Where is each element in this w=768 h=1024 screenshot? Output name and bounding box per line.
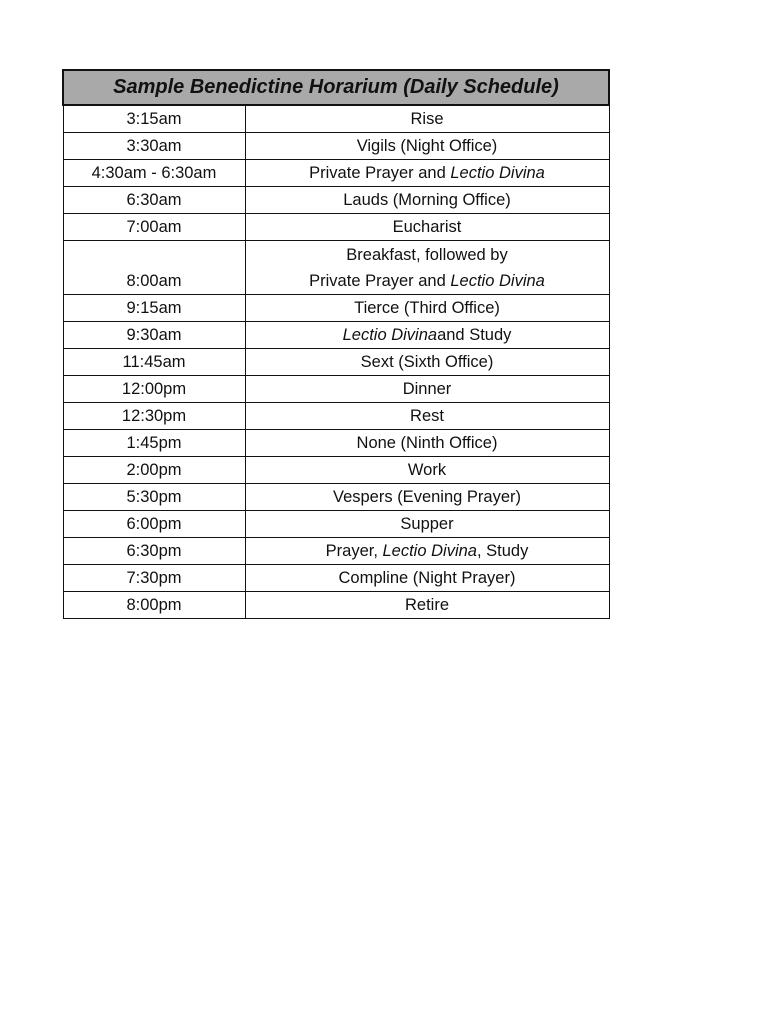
table-row [63, 538, 609, 565]
activity-cell: Vespers (Evening Prayer) [245, 484, 609, 511]
time-cell: 2:00pm [63, 457, 245, 484]
time-cell: 6:30am [63, 187, 245, 214]
table-row [63, 322, 609, 349]
time-cell: 9:15am [63, 295, 245, 322]
table-row [63, 187, 609, 214]
activity-cell: Compline (Night Prayer) [245, 565, 609, 592]
time-cell: 12:30pm [63, 403, 245, 430]
table-row [63, 295, 609, 322]
activity-cell: Rest [245, 403, 609, 430]
time-cell: 9:30am [63, 322, 245, 349]
activity-cell: Vigils (Night Office) [245, 133, 609, 160]
table-row [63, 592, 609, 619]
activity-text: and Study [437, 326, 512, 344]
table-row [63, 484, 609, 511]
activity-text: Private Prayer and [309, 164, 451, 182]
activity-emphasis: Lectio Divina [382, 542, 477, 560]
time-cell: 6:30pm [63, 538, 245, 565]
table-row [63, 457, 609, 484]
activity-text-line: Breakfast, followed by [346, 245, 508, 264]
activity-cell: Eucharist [245, 214, 609, 241]
table-row [63, 565, 609, 592]
activity-cell [245, 538, 609, 565]
time-cell: 1:45pm [63, 430, 245, 457]
title-row [63, 70, 609, 105]
activity-cell [245, 160, 609, 187]
activity-text: Private Prayer and [309, 271, 451, 290]
time-cell: 8:00am [63, 241, 245, 295]
time-cell: 12:00pm [63, 376, 245, 403]
activity-emphasis: Lectio Divina [450, 164, 545, 182]
horarium-table [62, 69, 610, 619]
activity-cell: Rise [245, 105, 609, 133]
activity-cell: Dinner [245, 376, 609, 403]
activity-emphasis: Lectio Divina [450, 271, 545, 290]
activity-cell [245, 322, 609, 349]
table-row [63, 214, 609, 241]
table-row [63, 133, 609, 160]
activity-cell: Work [245, 457, 609, 484]
time-cell: 5:30pm [63, 484, 245, 511]
activity-cell: Supper [245, 511, 609, 538]
activity-text: , Study [476, 542, 529, 560]
time-cell: 7:30pm [63, 565, 245, 592]
activity-cell: Tierce (Third Office) [245, 295, 609, 322]
activity-text: Prayer, [325, 542, 383, 560]
activity-cell: None (Ninth Office) [245, 430, 609, 457]
activity-text-line [246, 268, 609, 294]
activity-cell: Retire [245, 592, 609, 619]
table-row [63, 403, 609, 430]
table-title: Sample Benedictine Horarium (Daily Schedule) [63, 70, 609, 105]
table-row [63, 430, 609, 457]
table-row [63, 241, 609, 295]
activity-emphasis: Lectio Divina [342, 326, 438, 344]
time-cell: 3:15am [63, 105, 245, 133]
activity-cell: Lauds (Morning Office) [245, 187, 609, 214]
table-row [63, 105, 609, 133]
table-row [63, 349, 609, 376]
table-row [63, 511, 609, 538]
table-row [63, 160, 609, 187]
time-cell: 4:30am - 6:30am [63, 160, 245, 187]
time-cell: 8:00pm [63, 592, 245, 619]
activity-cell: Sext (Sixth Office) [245, 349, 609, 376]
time-cell: 3:30am [63, 133, 245, 160]
time-cell: 11:45am [63, 349, 245, 376]
activity-cell [245, 241, 609, 295]
time-cell: 7:00am [63, 214, 245, 241]
time-cell: 6:00pm [63, 511, 245, 538]
table-row [63, 376, 609, 403]
